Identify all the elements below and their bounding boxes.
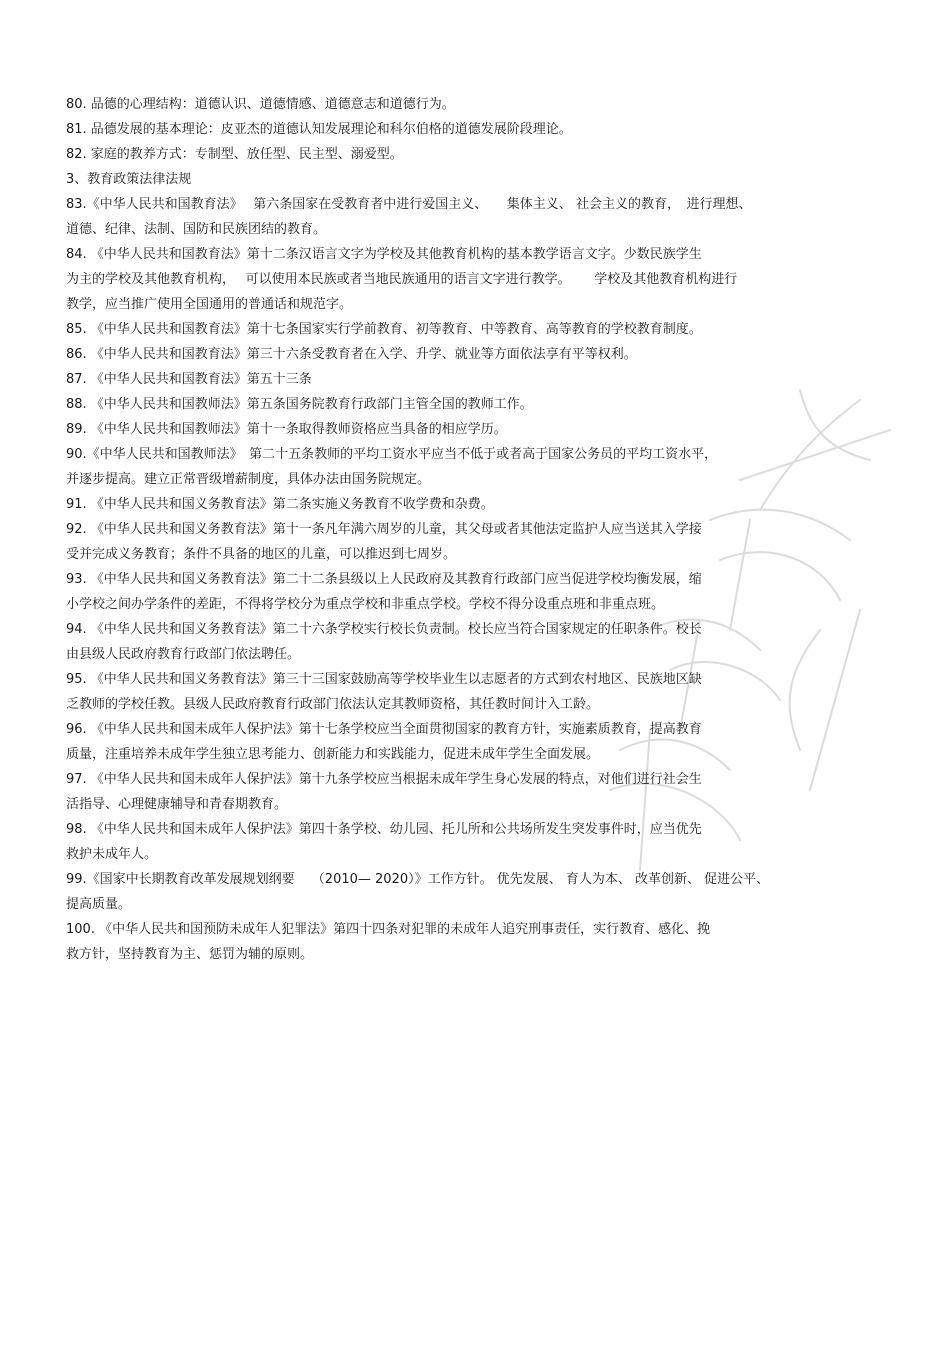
document-line: 96. 《中华人民共和国未成年人保护法》第十七条学校应当全面贯彻国家的教育方针，实施素质教育，提高教育: [66, 722, 702, 737]
document-line: 80. 品德的心理结构：道德认识、道德情感、道德意志和道德行为。: [66, 97, 455, 112]
document-line: 活指导、心理健康辅导和青春期教育。: [66, 797, 288, 812]
document-line: 95. 《中华人民共和国义务教育法》第三十三国家鼓励高等学校毕业生以志愿者的方式到农村地区、民族地区缺: [66, 672, 702, 687]
document-line: 质量，注重培养未成年学生独立思考能力、创新能力和实践能力，促进未成年学生全面发展。: [66, 747, 600, 762]
document-line: 并逐步提高。建立正常晋级增薪制度，具体办法由国务院规定。: [66, 472, 431, 487]
document-line: 81. 品德发展的基本理论：皮亚杰的道德认知发展理论和科尔伯格的道德发展阶段理论。: [66, 122, 572, 137]
document-line: 为主的学校及其他教育机构， 可以使用本民族或者当地民族通用的语言文字进行教学。 学校及其他教育机构进行: [66, 272, 738, 287]
document-line: 84. 《中华人民共和国教育法》第十二条汉语言文字为学校及其他教育机构的基本教学语言文字。少数民族学生: [66, 247, 702, 262]
document-line: 受并完成义务教育；条件不具备的地区的儿童，可以推迟到七周岁。: [66, 547, 457, 562]
document-line: 由县级人民政府教育行政部门依法聘任。: [66, 647, 301, 662]
document-page: [66, 92, 886, 967]
document-line: 93. 《中华人民共和国义务教育法》第二十二条县级以上人民政府及其教育行政部门应当促进学校均衡发展，缩: [66, 572, 702, 587]
document-line: 小学校之间办学条件的差距，不得将学校分为重点学校和非重点学校。学校不得分设重点班和非重点班。: [66, 597, 665, 612]
document-line: 道德、纪律、法制、国防和民族团结的教育。: [66, 222, 327, 237]
document-line: 86. 《中华人民共和国教育法》第三十六条受教育者在入学、升学、就业等方面依法享有平等权利。: [66, 347, 637, 362]
document-line: 救护未成年人。: [66, 847, 158, 862]
document-line: 3、教育政策法律法规: [66, 172, 192, 187]
document-line: 94. 《中华人民共和国义务教育法》第二十六条学校实行校长负责制。校长应当符合国家规定的任职条件。校长: [66, 622, 702, 637]
document-line: 100. 《中华人民共和国预防未成年人犯罪法》第四十四条对犯罪的未成年人追究刑事责任，实行教育、感化、挽: [66, 922, 711, 937]
document-line: 91. 《中华人民共和国义务教育法》第二条实施义务教育不收学费和杂费。: [66, 497, 494, 512]
document-line: 87. 《中华人民共和国教育法》第五十三条: [66, 372, 312, 387]
document-line: 97. 《中华人民共和国未成年人保护法》第十九条学校应当根据未成年学生身心发展的特点，对他们进行社会生: [66, 772, 702, 787]
document-line: 83.《中华人民共和国教育法》 第六条国家在受教育者中进行爱国主义、 集体主义、 社会主义的教育， 进行理想、: [66, 197, 752, 212]
document-line: 教学，应当推广使用全国通用的普通话和规范字。: [66, 297, 353, 312]
document-line: 98. 《中华人民共和国未成年人保护法》第四十条学校、幼儿园、托儿所和公共场所发生突发事件时，应当优先: [66, 822, 702, 837]
document-line: 99.《国家中长期教育改革发展规划纲要 （2010— 2020）》工作方针。 优先发展、 育人为本、 改革创新、 促进公平、: [66, 872, 770, 887]
document-line: 92. 《中华人民共和国义务教育法》第十一条凡年满六周岁的儿童，其父母或者其他法定监护人应当送其入学接: [66, 522, 702, 537]
document-line: 85. 《中华人民共和国教育法》第十七条国家实行学前教育、初等教育、中等教育、高等教育的学校教育制度。: [66, 322, 702, 337]
document-line: 88. 《中华人民共和国教师法》第五条国务院教育行政部门主管全国的教师工作。: [66, 397, 533, 412]
document-line: 90.《中华人民共和国教师法》 第二十五条教师的平均工资水平应当不低于或者高于国家公务员的平均工资水平，: [66, 447, 718, 462]
document-line: 82. 家庭的教养方式：专制型、放任型、民主型、溺爱型。: [66, 147, 403, 162]
document-line: 89. 《中华人民共和国教师法》第十一条取得教师资格应当具备的相应学历。: [66, 422, 507, 437]
document-line: 乏教师的学校任教。县级人民政府教育行政部门依法认定其教师资格，其任教时间计入工龄。: [66, 697, 600, 712]
document-line: 提高质量。: [66, 897, 132, 912]
document-line: 救方针，坚持教育为主、惩罚为辅的原则。: [66, 947, 314, 962]
